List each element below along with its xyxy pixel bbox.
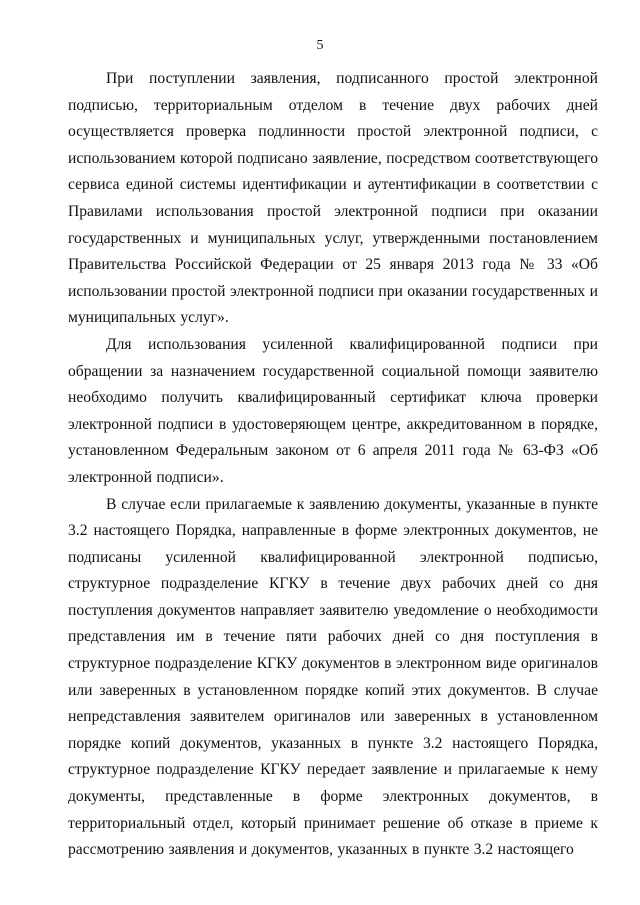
page-number: 5 — [316, 38, 324, 53]
document-body — [68, 66, 598, 864]
paragraph-attached-documents: В случае если прилагаемые к заявлению документы, указанные в пункте 3.2 настоящего Порядка, направленные в форме электронных документов, не подписаны усиленной квалифицированной электронной подписью, структурное подразделение КГКУ в течение двух рабочих дней со дня поступления документов направляет заявителю уведомление о необходимости представления им в течение пяти рабочих дней со дня поступления в структурное подразделение КГКУ документов в электронном виде оригиналов или заверенных в установленном порядке копий этих документов. В случае непредставления заявителем оригиналов или заверенных в установленном порядке копий документов, указанных в пункте 3.2 настоящего Порядка, структурное подразделение КГКУ передает заявление и прилагаемые к нему документы, представленные в форме электронных документов, в территориальный отдел, который принимает решение об отказе в приеме к рассмотрению заявления и документов, указанных в пункте 3.2 настоящего — [68, 495, 598, 859]
paragraph-qualified-signature: Для использования усиленной квалифицированной подписи при обращении за назначением государственной социальной помощи заявителю необходимо получить квалифицированный сертификат ключа проверки электронной подписи в удостоверяющем центре, аккредитованном в порядке, установленном Федеральным законом от 6 апреля 2011 года № 63-ФЗ «Об электронной подписи». — [68, 335, 598, 486]
paragraph-simple-signature: При поступлении заявления, подписанного простой электронной подписью, территориальным отделом в течение двух рабочих дней осуществляется проверка подлинности простой электронной подписи, с использованием которой подписано заявление, посредством соответствующего сервиса единой системы идентификации и аутентификации в соответствии с Правилами использования простой электронной подписи при оказании государственных и муниципальных услуг, утвержденными постановлением Правительства Российской Федерации от 25 января 2013 года № 33 «Об использовании простой электронной подписи при оказании государственных и муниципальных услуг». — [68, 70, 598, 327]
